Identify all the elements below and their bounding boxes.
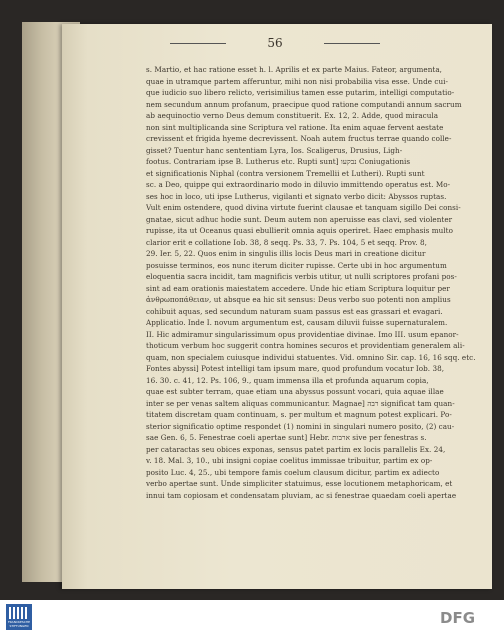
text-line: quae in utramque partem afferuntur, mihi non nisi probabilia visa esse. Unde cui- <box>146 76 448 86</box>
text-line: ses hoc in loco, uti ipse Lutherus, vigilanti et signato verbo dicit: Abyssos ruptas. <box>146 191 447 201</box>
text-line: posito Luc. 4, 25., ubi tempore famis coelum clausum dicitur, partim ex adiecto <box>146 467 440 477</box>
text-line: 29. Ier. 5, 22. Quos enim in singulis illis locis Deus mari in creatione dicitur <box>146 249 426 258</box>
text-line: posuisse terminos, eos nunc iterum diciter rupisse. Certe ubi in hoc argumentum <box>146 260 447 270</box>
text-line: per cataractas seu obices exponas, sensus patet partim ex locis parallelis Ex. 24, <box>146 444 446 454</box>
text-line: footus. Contrariam ipse B. Lutherus etc. Rupti sunt] נבקעו Coniugationis <box>146 157 411 166</box>
text-line: sterior significatio optime respondet (1) nomini in singulari numero posito, (2) cau- <box>146 421 455 431</box>
text-line: quae est subter terram, quae etiam una abyssus possunt vocari, quia aquae illae <box>146 387 444 396</box>
text-line: ab aequinoctio verno Deus demum constituerit. Ex. 12, 2. Adde, quod miracula <box>146 111 439 120</box>
text-line: rupisse, ita ut Oceanus quasi ebullierit omnia aquis operiret. Haec emphasis multo <box>146 226 453 235</box>
text-line: verbo apertae sunt. Unde simpliciter statuimus, esse locutionem metaphoricam, et <box>146 479 453 488</box>
text-line: II. Hic admiramur singularissimum opus providentiae divinae. Imo III. usum epanor- <box>146 329 459 339</box>
text-line: non sint multiplicanda sine Scriptura vel ratione. Ita enim aquae fervent aestate <box>146 122 444 132</box>
text-line: thoticum verbum hoc suggerit contra homines securos et providentiam generalem ali- <box>146 341 465 350</box>
text-line: cohibuit aquas, sed secundum naturam suam passus est eas grassari et evagari. <box>146 306 443 316</box>
text-line: gisset? Tuentur hanc sententiam Lyra, Ios. Scaligerus, Drusius, Ligh- <box>146 145 403 155</box>
text-line: Fontes abyssi] Potest intelligi tam ipsum mare, quod profundum vocatur Iob. 38, <box>146 364 445 373</box>
text-line: quam, non specialem cuiusque individui statuentes. Vid. omnino Sir. cap. 16, 16 sqq. etc. <box>146 352 476 362</box>
text-line: Vult enim ostendere, quod divina virtute fuerint clausae et tanquam sigillo Dei consi- <box>146 203 461 212</box>
logo-caption: FRANCKESCHE STIFTUNGEN <box>7 620 31 628</box>
page-number: 56 <box>267 36 283 50</box>
text-line: inter se per venas saltem aliquas communicantur. Magnae] רבה significat tam quan- <box>146 398 455 408</box>
text-line: crevissent et frigida hyeme decrevissent. Noah autem fructus terrae quando colle- <box>146 134 452 143</box>
dfg-logo: DFG <box>440 609 476 627</box>
text-line: innui tam copiosam et condensatam pluviam, ac si fenestrae quaedam coeli apertae <box>146 490 457 500</box>
text-line: que iudicio suo libero relicto, verisimilius tamen esse putarim, intelligi computatio- <box>146 88 455 97</box>
text-line: sae Gen. 6, 5. Fenestrae coeli apertae sunt] Hebr. ארבות sive per fenestras s. <box>146 433 427 442</box>
text-line: 16. 30. c. 41, 12. Ps. 106, 9., quam immensa illa et profunda aquarum copia, <box>146 375 429 385</box>
text-line: et significationis Niphal (contra versionem Tremellii et Lutheri). Rupti sunt <box>146 168 425 178</box>
franckesche-stiftungen-logo <box>6 604 32 630</box>
text-line: sint ad eam orationis maiestatem accedere. Unde hic etiam Scriptura loquitur per <box>146 283 450 293</box>
text-line: gnatae, sicut adhuc hodie sunt. Deum autem non aperuisse eas clavi, sed violenter <box>146 214 453 224</box>
logo-grid-icon <box>9 607 29 619</box>
text-line: eloquentia sacra incidit, tam magnificis verbis utitur, ut nulli scriptores profani pos- <box>146 272 457 281</box>
text-line: Applicatio. Inde I. novum argumentum est, causam diluvii fuisse supernaturalem. <box>146 318 448 327</box>
text-line: s. Martio, et hac ratione esset h. l. Aprilis et ex parte Maius. Fateor, argumenta, <box>146 65 443 74</box>
body-text <box>146 64 486 501</box>
text-line: nem secundum annum profanum, praecipue quod ratione computandi annum sacrum <box>146 99 462 109</box>
text-line: sc. a Deo, quippe qui extraordinario modo in diluvio immittendo operatus est. Mo- <box>146 180 451 189</box>
text-line: v. 18. Mal. 3, 10., ubi insigni copiae coelitus immissae tribuitur, partim ex op- <box>146 456 433 465</box>
text-line: ἀνθρωποπάθειαν, ut absque ea hic sit sensus: Deus verbo suo potenti non amplius <box>146 295 451 304</box>
text-line: titatem discretam quam continuam, s. per multum et magnum potest explicari. Po- <box>146 410 452 419</box>
header-rule-right <box>324 43 380 44</box>
page-header <box>170 36 380 50</box>
text-line: clarior erit e collatione Iob. 38, 8 seqq. Ps. 33, 7. Ps. 104, 5 et seqq. Prov. 8, <box>146 237 427 247</box>
footer-bar <box>0 600 504 633</box>
